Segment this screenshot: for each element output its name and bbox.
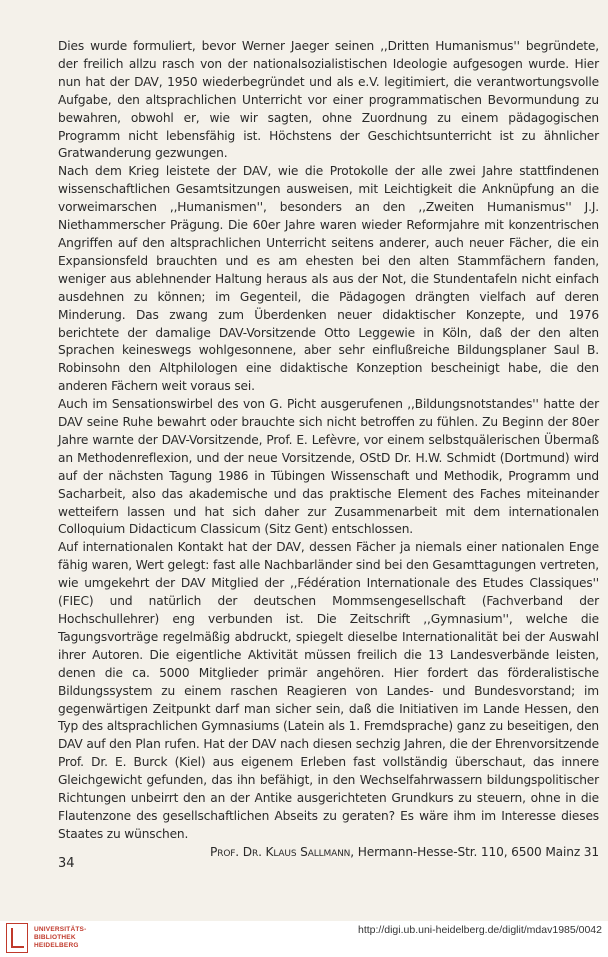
library-line-1: UNIVERSITÄTS- xyxy=(34,926,87,933)
paragraph-2: Nach dem Krieg leistete der DAV, wie die Protokolle der alle zwei Jahre stattfindenen wissenschaftlichen Gesamtsitzungen ausweisen, mit Leichtigkeit die Anknüpfung an die vorweimarschen ,,Humanismen'', besonders an den ,,Zweiten Humanismus'' J.J. Niethammerscher Prägung. Die 60er Jahre waren wieder Reformjahre mit konzentrischen Angriffen auf den altsprachlichen Unterricht seitens anderer, auch neuer Fächer, die ein Expansionsfeld brauchten und es am ehesten bei den alten Stammfächern fanden, weniger aus ablehnender Haltung heraus als aus der Not, die Stundentafeln nicht einfach ausdehnen zu können; im Gegenteil, die Pädagogen drängten vielfach auf deren Minderung. Das zwang zum Überdenken neuer didaktischer Konzepte, und 1976 berichtete der damalige DAV-Vorsitzende Otto Leggewie in Köln, daß der den alten Sprachen keineswegs wohlgesonnene, aber sehr einflußreiche Bildungsplaner Saul B. Robinsohn den Altphilologen eine didaktische Konzeption bescheinigt habe, die den anderen Fächern weit voraus sei. xyxy=(58,164,599,394)
library-line-3: HEIDELBERG xyxy=(34,942,79,949)
library-line-2: BIBLIOTHEK xyxy=(34,934,76,941)
paragraph-1: Dies wurde formuliert, bevor Werner Jaeger seinen ,,Dritten Humanismus'' begründete, der freilich allzu rasch von der nationalsozialistischen Ideologie aufgesogen wurde. Hier nun hat der DAV, 1950 wiederbegründet und als e.V. legitimiert, die verantwortungsvolle Aufgabe, den altsprachlichen Unterricht vor einer programmatischen Bevormundung zu bewahren, obwohl er, wie wir sagten, ohne Zuordnung zu einem pädagogischen Programm nicht lebensfähig ist. Höchstens der Geschichtsunterricht ist zu ähnlicher Gratwanderung gezwungen. xyxy=(58,39,599,161)
author-signature xyxy=(58,844,599,862)
author-name: Prof. Dr. Klaus Sallmann xyxy=(210,844,351,859)
paragraph-4: Auf internationalen Kontakt hat der DAV, dessen Fächer ja niemals einer nationalen Enge fähig waren, Wert gelegt: fast alle Nachbarländer sind bei den Gesamttagungen vertreten, wie umgekehrt der DAV Mitglied der ,,Fédération Internationale des Etudes Classiques'' (FIEC) und natürlich der deutschen Mommsengesellschaft (Fachverband der Hochschullehrer) eng verbunden ist. Die Zeitschrift ,,Gymnasium'', welche die Tagungsvorträge regelmäßig abdruckt, spiegelt dieselbe Internationalität bei der Auswahl ihrer Autoren. Die eigentliche Aktivität müssen freilich die 13 Landesverbände leisten, denen die ca. 5000 Mitglieder primär angehören. Hier fordert das förderalistische Bildungssystem zu einem raschen Reagieren von Landes- und Bundesvorstand; im gegenwärtigen Zeitpunkt darf man sicher sein, daß die Initiativen im Lande Hessen, den Typ des altsprachlichen Gymnasiums (Latein als 1. Fremdsprache) ganz zu beseitigen, den DAV auf den Plan rufen. Hat der DAV nach diesen sechzig Jahren, die der Ehrenvorsitzende Prof. Dr. E. Burck (Kiel) aus eigenem Erleben fast vollständig überschaut, das innere Gleichgewicht gefunden, das ihn befähigt, in den Wechselfahrwassern bildungspolitischer Richtungen unbeirrt den an der Antike ausgerichteten Grundkurs zu steuern, ohne in die Flautenzone des gesellschaftlichen Abseits zu geraten? Es wäre ihm im Interesse dieses Staates zu wünschen. xyxy=(58,540,599,841)
library-name xyxy=(34,926,86,950)
footer-bar xyxy=(0,921,608,957)
page-number: 34 xyxy=(58,856,75,871)
university-library-logo-icon xyxy=(6,923,28,953)
article-body xyxy=(58,38,599,862)
author-address: , Hermann-Hesse-Str. 110, 6500 Mainz 31 xyxy=(350,844,599,859)
paragraph-3: Auch im Sensationswirbel des von G. Picht ausgerufenen ,,Bildungsnotstandes'' hatte der DAV seine Ruhe bewahrt oder brauchte sich nicht betroffen zu fühlen. Zu Beginn der 80er Jahre warnte der DAV-Vorsitzende, Prof. E. Lefèvre, vor einem selbstquälerischen Übermaß an Methodenreflexion, und der neue Vorsitzende, OStD Dr. H.W. Schmidt (Dortmund) wird auf der nächsten Tagung 1986 in Tübingen Wissenschaft und Methodik, Programm und Sacharbeit, also das akademische und das praktische Element des Faches miteinander wetteifern lassen und hat sich daher zur Zusammenarbeit mit dem internationalen Colloquium Didacticum Classicum (Sitz Gent) entschlossen. xyxy=(58,397,599,537)
source-url-link[interactable]: http://digi.ub.uni-heidelberg.de/diglit/mdav1985/0042 xyxy=(357,924,602,936)
